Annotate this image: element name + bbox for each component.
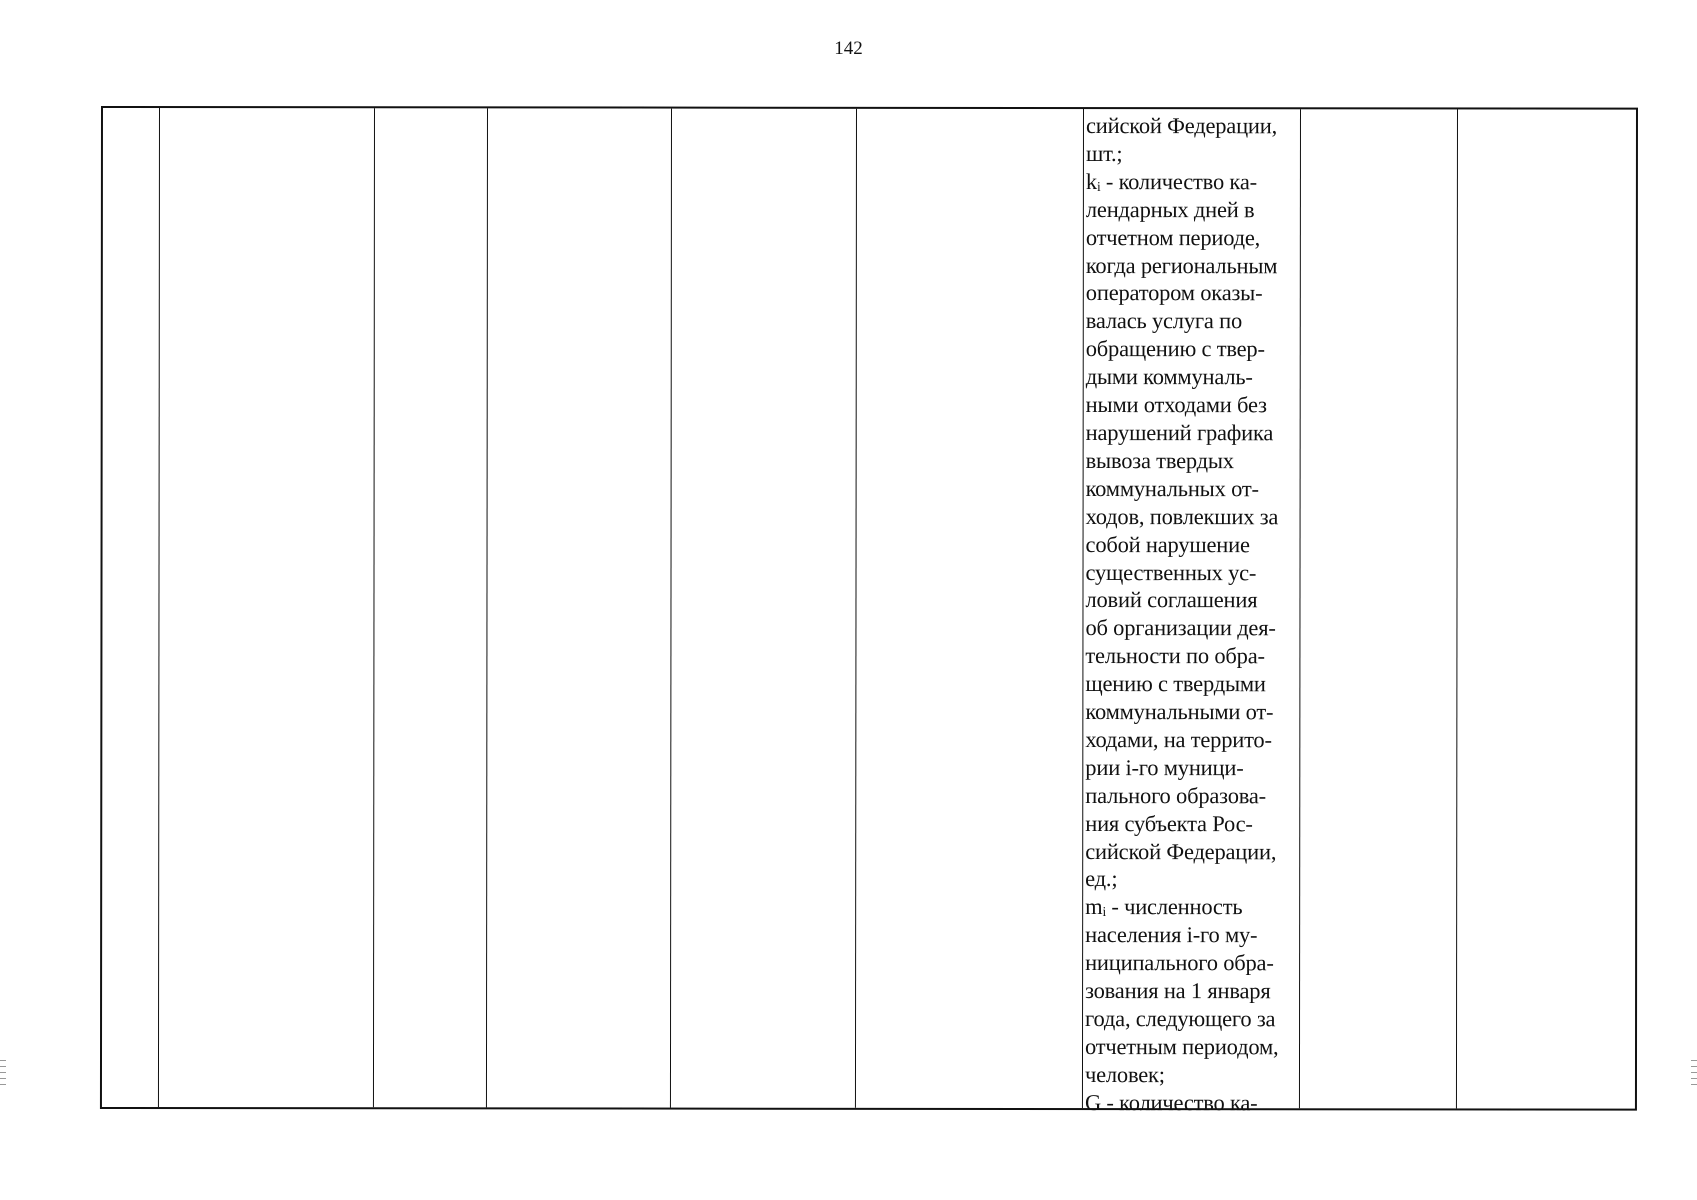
cell-text-line: человек;	[1084, 1061, 1165, 1087]
cell-text-line: отчетном периоде,	[1085, 224, 1261, 250]
column-divider	[1082, 109, 1084, 1108]
column-divider	[486, 108, 488, 1107]
cell-text-line: собой нарушение	[1085, 531, 1250, 557]
cell-text-line: отчетным периодом,	[1085, 1033, 1279, 1060]
cell-text-line: ходов, повлекших за	[1085, 503, 1279, 529]
cell-text-line: дыми коммуналь-	[1085, 364, 1253, 390]
cell-text-line: ниципального обра-	[1085, 950, 1274, 976]
column-divider	[373, 108, 375, 1107]
cell-text-line: коммунальными от-	[1085, 699, 1274, 725]
cell-text-line: ходами, на террито-	[1085, 726, 1272, 753]
cell-text-line: тельности по обра-	[1085, 643, 1265, 669]
cell-text-line: сийской Федерации,	[1085, 838, 1277, 864]
cell-text-line: ния субъекта Рос-	[1085, 810, 1253, 836]
cell-text-line: когда региональным	[1085, 252, 1278, 278]
cell-text-line: шт.;	[1085, 140, 1123, 166]
cell-text-line: ед.;	[1085, 866, 1118, 892]
scan-edge-mark-left	[0, 1060, 6, 1088]
cell-text-line: обращению с твер-	[1085, 336, 1265, 362]
cell-text-line: об организации дея-	[1085, 615, 1276, 641]
cell-text-line: ловий соглашения	[1085, 587, 1258, 613]
cell-text-line: ными отходами без	[1085, 392, 1267, 418]
cell-text-line: валась услуга по	[1085, 308, 1243, 334]
cell-text-line: пального образова-	[1085, 782, 1266, 808]
cell-text-line: рии i-го муници-	[1085, 754, 1244, 781]
cell-text-line: оператором оказы-	[1085, 280, 1263, 306]
cell-text-line: коммунальных от-	[1085, 475, 1259, 501]
page-number: 142	[834, 38, 863, 59]
column-divider	[855, 109, 857, 1108]
column-divider	[1456, 109, 1458, 1108]
cell-text-line: mᵢ - численность	[1085, 894, 1243, 920]
cell-text-line: вывоза твердых	[1085, 447, 1234, 474]
data-table	[100, 106, 1638, 1115]
cell-text-line: щению с твердыми	[1085, 671, 1266, 697]
cell-text-line: населения i-го му-	[1085, 922, 1258, 948]
cell-text-line: существенных ус-	[1085, 559, 1257, 585]
cell-text-line: G - количество ка-	[1084, 1089, 1258, 1115]
column-divider	[670, 109, 672, 1108]
scan-edge-mark-right	[1691, 1060, 1697, 1088]
cell-text-line: лендарных дней в	[1085, 196, 1255, 222]
formula-description-cell	[1085, 112, 1300, 1117]
cell-text-line: kᵢ - количество ка-	[1085, 168, 1257, 195]
cell-text-line: зования на 1 января	[1085, 978, 1271, 1004]
cell-text-line: нарушений графика	[1085, 420, 1274, 446]
cell-text-line: сийской Федерации,	[1085, 113, 1278, 139]
column-divider	[158, 108, 160, 1107]
cell-text-line: года, следующего за	[1085, 1006, 1276, 1032]
